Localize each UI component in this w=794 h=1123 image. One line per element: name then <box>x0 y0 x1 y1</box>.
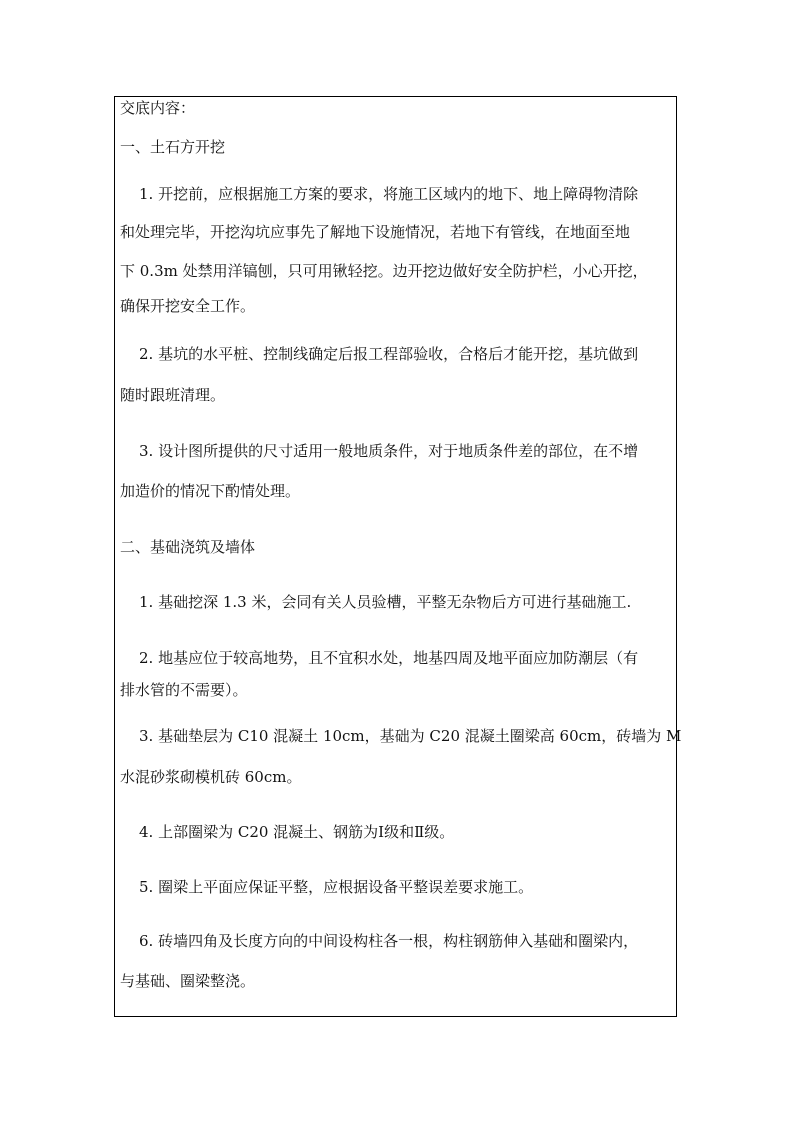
text-line: 下 0.3m 处禁用洋镐刨，只可用锹轻挖。边开挖边做好安全防护栏，小心开挖， <box>120 262 648 280</box>
text-line: 1. 开挖前，应根据施工方案的要求，将施工区域内的地下、地上障碍物清除 <box>139 185 639 203</box>
text-line: 水混砂浆砌模机砖 60cm。 <box>120 768 302 786</box>
section-heading-foundation: 二、基础浇筑及墙体 <box>120 538 256 556</box>
text-line: 2. 地基应位于较高地势，且不宜积水处，地基四周及地平面应加防潮层（有 <box>139 649 639 667</box>
text-line: 1. 基础挖深 1.3 米，会同有关人员验槽，平整无杂物后方可进行基础施工. <box>139 593 632 611</box>
text-line: 确保开挖安全工作。 <box>120 297 256 315</box>
text-line: 3. 基础垫层为 C10 混凝土 10cm，基础为 C20 混凝土圈梁高 60cm，砖墙为 M <box>139 727 682 745</box>
text-line: 5. 圈梁上平面应保证平整，应根据设备平整误差要求施工。 <box>139 878 534 896</box>
box-title: 交底内容： <box>120 99 196 117</box>
section-heading-earthwork: 一、土石方开挖 <box>120 138 226 156</box>
text-line: 4. 上部圈梁为 C20 混凝土、钢筋为Ⅰ级和Ⅱ级。 <box>139 823 455 841</box>
text-line: 排水管的不需要）。 <box>120 681 248 699</box>
text-line: 加造价的情况下酌情处理。 <box>120 482 301 500</box>
text-line: 和处理完毕，开挖沟坑应事先了解地下设施情况，若地下有管线，在地面至地 <box>120 223 631 241</box>
text-line: 3. 设计图所提供的尺寸适用一般地质条件，对于地质条件差的部位，在不增 <box>139 442 639 460</box>
text-line: 2. 基坑的水平桩、控制线确定后报工程部验收，合格后才能开挖，基坑做到 <box>139 345 639 363</box>
text-line: 与基础、圈梁整浇。 <box>120 972 256 990</box>
text-line: 6. 砖墙四角及长度方向的中间设构柱各一根，构柱钢筋伸入基础和圈梁内， <box>139 932 639 950</box>
text-line: 随时跟班清理。 <box>120 386 226 404</box>
